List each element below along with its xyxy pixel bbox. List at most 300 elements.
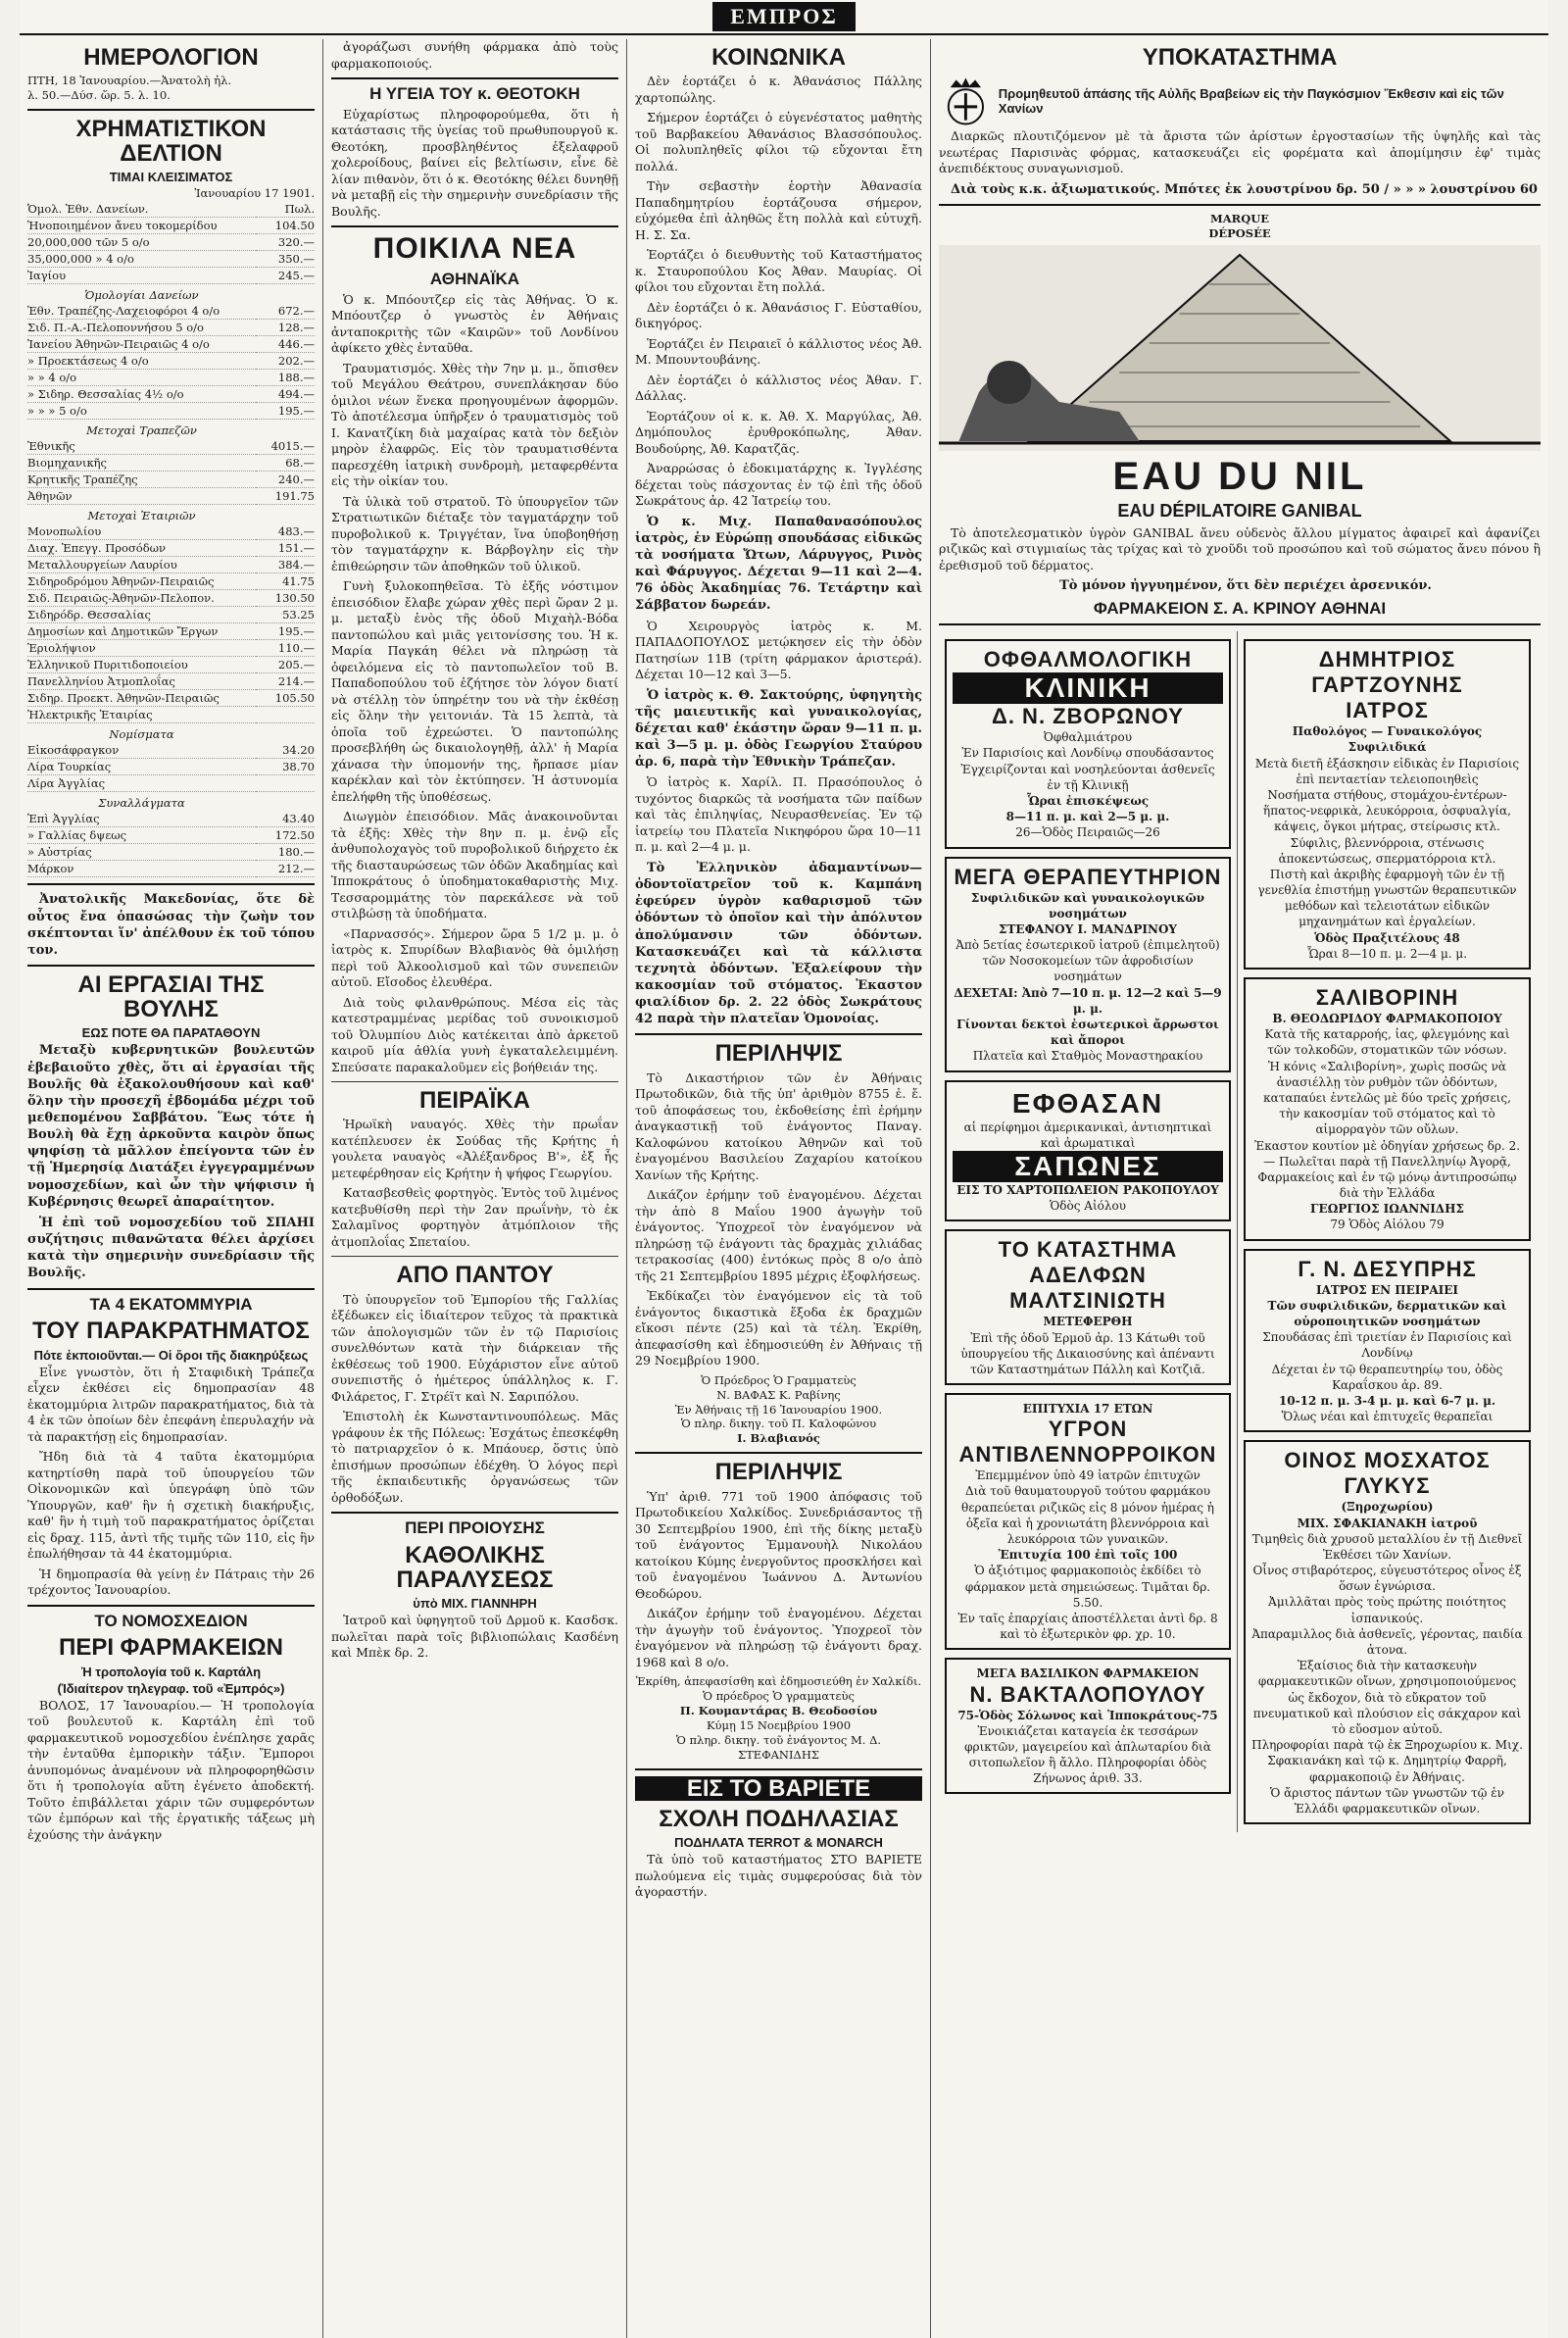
perilipsis-heading-2: ΠΕΡΙΛΗΨΙΣ [714,1459,843,1486]
stocks-row-label: Ἀθηνῶν [27,488,256,505]
stocks-row-value: 202.— [256,353,315,370]
athinaika-item-5: Διωγμὸν ἐπεισόδιον. Μᾶς ἀνακοινοῦνται τὰ ἐξῆς: Χθὲς τὴν 8ην π. μ. ἐνῷ εἷς ἀνθυπολοχαγὸς τοῦ πυροβολικοῦ διήρχετο ἐκ τῆς διασταυρώσεως τῶν ὁδῶν Ἀκαδημίας καὶ Ἱπποκράτους ὁ ὑποδηματοκαθαριστὴς Μιχ. Τεσσαρομμάτης τὸν παρεκάλεσε νὰ τοῦ στιλβώσῃ τὰ ὑποδήματα. [331,809,618,921]
column-1 [20,39,323,2338]
stocks-row-label: Μεταλλουργείων Λαυρίου [27,557,256,573]
ophth-line-9: 26—Ὁδὸς Πειραιῶς—26 [1015,825,1160,840]
stocks-row-value: 494.— [256,386,315,403]
stocks-row-label: » » 4 ο/ο [27,370,256,386]
stocks-row-label: 35,000,000 » 4 ο/ο [27,251,256,268]
stocks-row [27,488,315,505]
stocks-row [27,742,315,759]
stocks-row [27,657,315,673]
stocks-row-value [256,420,315,439]
stocks-row-label: Σιδηρόδρ. Θεσσαλίας [27,607,256,623]
stocks-row-label: Νομίσματα [109,727,174,742]
stocks-row-label: Συναλλάγματα [98,796,185,811]
store-subheading: Προμηθευτοῦ ἁπάσης τῆς Αὐλῆς Βραβείων εἰς τὴν Παγκόσμιον Ἔκθεσιν καὶ εἰς τῶν Χανίων [998,86,1504,117]
mega-line-3: ΣΤΕΦΑΝΟΥ Ι. ΜΑΝΔΡΙΝΟΥ [999,921,1177,936]
dim-title: ΔΗΜΗΤΡΙΟΣ ΓΑΡΤΖΟΥΝΗΣ [1311,647,1463,698]
stocks-col-head-left: Ὁμολ. Ἐθν. Δανείων. [27,201,256,218]
stocks-row [27,403,315,420]
proi-heading-2: ΚΑΘΟΛΙΚΗΣ ΠΑΡΑΛΥΣΕΩΣ [396,1541,554,1594]
athinaika-item-3: Τὰ ὑλικὰ τοῦ στρατοῦ. Τὸ ὑπουργεῖον τῶν Στρατιωτικῶν διέταξε τὸν ταγματάρχην τοῦ πυροβολικοῦ κ. Τριγγέταν, ἵνα ὑποβοηθήσῃ τὸν ταγματάρχην κ. Βάρβογλην εἰς τὴν ἐπιθεώρησιν τῶν ἀποθηκῶν τοῦ ὑλικοῦ. [331,493,618,573]
column-4-split [939,631,1541,1832]
ygeia-paragraph: Εὐχαρίστως πληροφορούμεθα, ὅτι ἡ κατάστασις τῆς ὑγείας τοῦ πρωθυπουργοῦ κ. Θεοτόκη, προσβληθέντος ἐξελαφροῦ χολεροίδους, βαίνει εἰς βελτίωσιν, εἶνε δὲ λίαν πιθανὸν, ὅτι ὁ κ. Θεοτόκης θέλει δυνηθῇ νὰ μεταβῇ εἰς τὴν σημερινὴν συνεδρίασιν τῆς Βουλῆς. [331,106,618,219]
apopantou-item-1: Τὸ ὑπουργεῖον τοῦ Ἐμπορίου τῆς Γαλλίας ἐξέδωκεν εἰς ἰδιαίτερον τεῦχος τὰ πρακτικὰ τῶν ἀπολογισμῶν τῶν ἐν τῷ Παρισίοις συνελθόντων κατὰ τὴν διάρκειαν τῆς ἐκθέσεως τοῦ 1900. Εὐχάριστον εἶνε αὐτοῦ συνεπιστῆς ὁ ἡμέτερος ὑπάλληλος κ. Γ. Φιλάρετος, Γ. Στρέϊτ καὶ Ν. Σαριπόλου. [331,1291,618,1404]
kat-title-1: ΤΟ ΚΑΤΑΣΤΗΜΑ [998,1237,1178,1263]
koinonika-item-14: Τὸ Ἐλληνικὸν ἀδαμαντίνων—ὀδοντοϊατρεῖον τοῦ κ. Καμπάνη ἐφεύρεν ὑγρὸν καθαρισμοῦ τῶν ὀδόντων τὸ ὁποῖον καὶ τὴν ἀπόλυτον ἀπολύμανσιν τῶν ὀδόντων. Κατασκευάζει καὶ τὰ κάλλιστα τεχνητὰ ὀδόντων. Ἐξαλείφουν τὴν κακοσμίαν τοῦ στόματος. Ἐκαστον φιαλίδιον δρ. 2. 22 ὁδὸς Σωκράτους 42 παρὰ τὴν πλατεῖαν Ὁμονοίας. [635,860,922,1027]
stocks-row-label: Δημοσίων καὶ Δημοτικῶν Ἔργων [27,623,256,640]
oinos-line-5: Οἶνος στιβαρότερος, εὐγευστότερος οἶνος ἐξ ὅσων ἐγνώρισα. [1252,1564,1522,1594]
store-prices: Διὰ τοὺς κ.κ. ἀξιωματικούς. Μπότες ἐκ λουστρίνου δρ. 50 / » » » λουστρίνου 60 [951,181,1538,197]
stocks-row-value [256,284,315,304]
stocks-row [27,234,315,251]
ophth-line-6: Ἐγχειρίζονται καὶ νοσηλεύονται ἀσθενεῖς ἐν τῇ Κλινικῇ [960,762,1215,792]
stocks-row-value: 128.— [256,320,315,336]
ygeia-heading: Η ΥΓΕΙΑ ΤΟΥ κ. ΘΕΟΤΟΚΗ [369,84,580,103]
stocks-row [27,320,315,336]
stocks-row [27,251,315,268]
stocks-row-label: Διαχ. Ἐπεγγ. Προσόδων [27,540,256,557]
stocks-row-label: Μετοχαὶ Ἑταιριῶν [87,509,196,523]
mega-line-4: Ἀπὸ 5ετίας ἐσωτερικοῦ ἰατροῦ (ἐπιμελητοῦ) τῶν Νοσοκομείων τῶν ἀφροδισίων νοσημάτων [956,938,1220,984]
stocks-row-value: 130.50 [256,590,315,607]
perilipsis-2-paragraph-1: Ὑπ' ἀριθ. 771 τοῦ 1900 ἀπόφασις τοῦ Πρωτοδικείου Χαλκίδος. Συνεδριάσαντος τῇ 30 Σεπτεμβρίου 1900, ἐπὶ τῆς δίκης μεταξὺ τοῦ ἐνάγοντος Ἐμμανουὴλ Νικολάου κατοίκου Κύμης ἐνεργοῦντος προσκλήσει καὶ τοῦ ἐναγομένου Ἰωάννου Δ. Ἀντωνίου Θεοδώρου. [635,1488,922,1601]
oinos-line-10: Ὁ ἄριστος πάντων τῶν γνωστῶν τῷ ἐν Ἑλλάδι φαρμακευτικῶν οἴνων. [1270,1785,1504,1816]
koinonika-item-2: Σήμερον ἑορτάζει ὁ εὐγενέστατος μαθητὴς τοῦ Βαρβακείου Ἀθανάσιος Βλασσόπουλος. Οἱ πολυπληθεῖς φίλοι τῷ εὔχονται ἔτη πολλά. [635,110,922,174]
calendar-line-1: ΠΤΗ, 18 Ἰανουαρίου.—Ἀνατολὴ ἡλ. [27,74,232,88]
perilipsis-1-paragraph-1: Τὸ Δικαστήριον τῶν ἐν Ἀθήναις Πρωτοδικῶν, διὰ τῆς ὑπ' ἀριθμὸν 8755 ἐ. ἔ. τοῦ ἀποφάσεως του, ἐκδοθείσης ἐπὶ ἐρήμην ἀναγκαστικῇ τοῦ ἐνάγοντος Παναγ. Καλοφώνου κατοίκου Ἀθηνῶν καὶ τοῦ ἐναγομένου Βασιλείου Ζαχαρίου κατοίκου Χανίων τῆς Κρήτης. [635,1070,922,1182]
proi-heading-3: ὑπὸ ΜΙΧ. ΓΙΑΝΝΗΡΗ [413,1596,537,1612]
des-line-4: Σπουδάσας ἐπὶ τριετίαν ἐν Παρισίοις καὶ Λονδίνῳ [1262,1330,1512,1361]
sal-title: ΣΑΛΙΒΟΡΙΝΗ [1315,985,1459,1011]
stocks-row-value: 38.70 [256,759,315,775]
stocks-row-value [256,775,315,792]
maltsiniotis-ad [945,1229,1231,1385]
gartzounis-ad [1244,639,1531,970]
ygron-line-5: Ἐπιτυχία 100 ἐπὶ τοῖς 100 [998,1548,1178,1563]
vaktalopoulos-ad [945,1658,1231,1794]
dim-line-9: Ὁδὸς Πραξιτέλους 48 [1314,930,1460,945]
mega-line-2: Συφιλιδικῶν καὶ γυναικολογικῶν νοσημάτων [970,890,1205,920]
nomo-heading-2: ΠΕΡΙ ΦΑΡΜΑΚΕΙΩΝ [59,1634,283,1662]
stocks-row-value [256,792,315,812]
vakt-title-2: Ν. ΒΑΚΤΑΛΟΠΟΥΛΟΥ [969,1681,1206,1707]
ekat-paragraph-3: Ἡ δημοπρασία θὰ γείνῃ ἐν Πάτραις τὴν 26 τρέχοντος Ἰανουαρίου. [27,1566,315,1598]
koinonika-item-11: Ὁ Χειρουργὸς ἰατρὸς κ. Μ. ΠΑΠΑΔΟΠΟΥΛΟΣ μετῴκησεν εἰς τὴν ὁδὸν Πατησίων 11Β (τρίτη φάρμακον ἀριστερά). Δέχεται 10—12 καὶ 3—5. [635,618,922,682]
oinos-line-9: Πληροφορίαι παρὰ τῷ ἐκ Ξηροχωρίου κ. Μιχ. Σφακιανάκη καὶ τῷ κ. Δημητρίῳ Φαρρῆ, φαρμακοποιῷ ἐν Ἀθήναις. [1251,1738,1523,1784]
mega-line-6: Γίνονται δεκτοὶ ἐσωτερικοὶ ἄρρωστοι καὶ ἄποροι [956,1018,1219,1048]
stocks-row-label: Ὁμολογίαι Δανείων [84,288,199,303]
mega-line-7: Πλατεῖα καὶ Σταθμὸς Μοναστηρακίου [972,1049,1203,1064]
stocks-row-label: Ἐθν. Τραπέζης-Λαχειοφόροι 4 ο/ο [27,303,256,320]
stocks-row-label: 20,000,000 τῶν 5 ο/ο [27,234,256,251]
ophth-title-1: ΟΦΘΑΛΜΟΛΟΓΙΚΗ [983,647,1193,672]
athinaika-item-6: «Παρνασσός». Σήμερον ὥρα 5 1/2 μ. μ. ὁ ἰατρὸς κ. Σπυρίδων Βλαβιανὸς θὰ ὁμιλήσῃ περὶ τοῦ Ἀλκοολισμοῦ καὶ τῶν συνεπειῶν αὐτοῦ. Εἴσοδος ἐλευθέρα. [331,925,618,990]
stocks-row-value: 384.— [256,557,315,573]
nile-guarantee: Τὸ μόνον ἠγγυημένον, ὅτι δὲν περιέχει ἀρσενικόν. [1059,578,1432,594]
deposee-label: DÉPOSÉE [1208,225,1271,240]
macedonia-note: Ἀνατολικῆς Μακεδονίας, ὅτε δὲ οὗτος ἔνα ὁπασώσας τὴν ζωὴν τον σκέπτονται ἵν' ἀπέλθουν ἐκ τοῦ τόπου τον. [27,892,315,958]
perilipsis-1-sig-4: Ὁ πληρ. δικηγ. τοῦ Π. Καλοφώνου [680,1417,877,1431]
col2-top-paragraph: ἀγοράζωσι συνήθη φάρμακα ἀπὸ τοὺς φαρμακοποιούς. [331,39,618,71]
dim-subtitle: ΙΑΤΡΟΣ [1346,698,1429,723]
stocks-row-label: Εἰκοσάφραγκον [27,742,256,759]
stocks-row [27,218,315,234]
stocks-row [27,370,315,386]
stocks-row [27,811,315,827]
stocks-row [27,723,315,743]
athinaika-item-7: Διὰ τοὺς φιλανθρώπους. Μέσα εἰς τὰς κατεστραμμένας μερίδας τοῦ συνοικισμοῦ τοῦ Ὀλυμπίου Διὸς κατέκειται ἀπὸ ἀρκετοῦ καιροῦ μία ἀθλία γυνὴ ἐγκαταλελειμμένη. Σπεύσατε παρακαλοῦμεν εἰς βοήθειάν της. [331,994,618,1074]
stocks-row-value: 446.— [256,336,315,353]
ophth-title-3: Δ. Ν. ΖΒΟΡΩΝΟΥ [992,704,1184,729]
perilipsis-2-sig-5: Ὁ πληρ. δικηγ. τοῦ ἐνάγοντος Μ. Δ. ΣΤΕΦΑΝΙΔΗΣ [675,1732,882,1762]
stocks-row-value: 212.— [256,861,315,877]
column-3 [627,39,931,2338]
stocks-row [27,353,315,370]
stocks-date: Ἰανουαρίου 17 1901. [194,186,315,201]
stocks-row-label: Πανελληνίου Ἀτμοπλοΐας [27,673,256,690]
column-4a [939,631,1238,1832]
stocks-row [27,455,315,472]
stocks-row-value: 34.20 [256,742,315,759]
sapones-line: ΕΙΣ ΤΟ ΧΑΡΤΟΠΩΛΕΙΟΝ ΡΑΚΟΠΟΥΛΟΥ [956,1182,1219,1197]
nile-shop: ΦΑΡΜΑΚΕΙΟΝ Σ. Α. ΚΡΙΝΟΥ ΑΘΗΝΑΙ [1093,599,1387,619]
sapones-title: ΣΑΠΩΝΕΣ [953,1151,1223,1182]
koinonika-heading: ΚΟΙΝΩΝΙΚΑ [711,44,846,71]
apopantou-heading: ΑΠΟ ΠΑΝΤΟΥ [396,1262,554,1289]
ygron-line-3: Ἐπεμμμένον ὑπὸ 49 ἰατρῶν ἐπιτυχῶν [975,1468,1200,1483]
masthead [20,0,1548,35]
koinonika-item-10: Ὁ κ. Μιχ. Παπαθανασόπουλος ἰατρὸς, ἐν Εὐρώπῃ σπουδάσας εἰδικῶς τὰ νοσήματα Ὤτων, Λάρυγγος, Ρινὸς καὶ Φάρυγγος. Δέχεται 9—11 καὶ 2—4. 76 ὁδὸς Ἀκαδημίας 76. Τετάρτην καὶ Σάββατον δωρεάν. [635,514,922,614]
stocks-row-value [256,707,315,723]
des-line-3: Τῶν συφιλιδικῶν, δερματικῶν καὶ οὐροποιητικῶν νοσημάτων [1267,1298,1507,1329]
proi-heading-1: ΠΕΡΙ ΠΡΟΙΟΥΣΗΣ [405,1518,545,1538]
dim-line-6: Νοσήματα στήθους, στομάχου-ἐντέρων-ἥπατος-νεφρικὰ, λευκόρροια, ὀσφυαλγία, κάψεις, ὄγκοι μήτρας, στείρωσις κτλ. [1263,787,1511,834]
koinonika-item-13: Ὁ ἰατρὸς κ. Χαρίλ. Π. Πρασόπουλος ὁ τυχόντος διαρκῶς τὰ νοσήματα τῶν παίδων καὶ τὰς ἐπιληψίας, Νευρασθενείας. Ἐν τῷ ἰατρείῳ του Πλατεῖα Νικηφόρου ὥρα 10—11 π. μ. καὶ 2—4 μ. μ. [635,774,922,855]
ygron-line-7: Ἐν ταῖς ἐπαρχίαις ἀποστέλλεται ἀντὶ δρ. 8 καὶ τὸ ἐξωτερικὸν φρ. χρ. 10. [957,1611,1218,1642]
stocks-row-label: » » » 5 ο/ο [27,403,256,420]
stocks-row-value: 104.50 [256,218,315,234]
stocks-row-label: Σιδ. Πειραιῶς-Ἀθηνῶν-Πελοπον. [27,590,256,607]
oinos-ad [1244,1440,1531,1824]
masthead-title: ΕΜΠΡΟΣ [712,2,856,31]
stocks-row-value: 43.40 [256,811,315,827]
nile-paragraph: Τὸ ἀποτελεσματικὸν ὑγρὸν GANIBAL ἄνευ οὐδενὸς ἄλλου μίγματος ἀφαιρεῖ καὶ ἀφανίζει ριζικῶς καὶ στιγμιαίως τὰς τρίχας καὶ τὸ χνοῦδι τοῦ προσώπου καὶ τοῦ σώματος ἄνευ πόνου ἢ ἐρεθισμοῦ τοῦ δέρματος. [939,524,1541,572]
stocks-row [27,690,315,707]
stocks-row-value: 205.— [256,657,315,673]
stocks-row [27,640,315,657]
stocks-row [27,673,315,690]
ekat-paragraph-1: Εἶνε γνωστὸν, ὅτι ἡ Σταφιδικὴ Τράπεζα εἶχεν ἐκθέσει εἰς δημοπρασίαν 48 ἑκατομμύρια λιτρῶν παρακρατήματος, διὰ τὰ 4 ἐκ τῶν ὁποίων δὲν ἐπεφάνη ἐπερυλαχήν νὰ τὰ παρακτήσῃ εἰς δημοπρασίαν. [27,1364,315,1444]
eftasan-title: ΕΦΘΑΣΑΝ [1011,1087,1164,1119]
mega-line-5: ΔΕΧΕΤΑΙ: Ἀπὸ 7—10 π. μ. 12—2 καὶ 5—9 μ. μ. [954,985,1222,1016]
stocks-row [27,573,315,590]
koinonika-item-9: Ἀναρρώσας ὁ ἐδοκιματάρχης κ. Ἰγγλέσης δέχεται τοὺς πάσχοντας ἐν τῷ ἐπὶ τῆς ὁδοῦ Σωκράτους ἀρ. 42 Ἰατρείῳ του. [635,461,922,509]
peiraika-item-1: Ἡρωϊκὴ ναυαγός. Χθὲς τὴν πρωΐαν κατέπλευσεν ἐκ Σούδας τῆς Κρήτης ἡ γουλετα ναυαγὸς «Ἀλέξανδρος Β'», ἐξ ἧς μετεφέρθησαν εἰς Κρήτην ἡ ψήφος Γεωργίου. [331,1117,618,1180]
stocks-row-value: 672.— [256,303,315,320]
vouli-paragraph-1: Μεταξὺ κυβερνητικῶν βουλευτῶν ἐβεβαιοῦτο χθὲς, ὅτι αἱ ἐργασίαι τῆς Βουλῆς θὰ ἐξακολουθήσουν καὶ καθ' ὅλην τὴν προσεχῆ ἑβδομάδα μέχρι τοῦ μεθεπομένου Σαββάτου. Ἕως τότε ἡ Βουλὴ θὰ ἔχῃ ἀρκοῦντα καιρὸν ὅπως ψηφίσῃ τὰ μᾶλλον ἐπείγοντα τῶν ἐν τῇ Ἡμερησίᾳ Διατάξει ἐγγεγραμμένων νομοσχεδίων, καὶ ὧν τὴν ψήφισιν ἡ Κυβέρνησις θεωρεῖ ἀπαραίτητον. [27,1043,315,1210]
ekat-heading-1: ΤΑ 4 ΕΚΑΤΟΜΜΥΡΙΑ [89,1294,253,1314]
dim-line-7: Σύφιλις, βλεννόρροια, στένωσις ἀποκεντώσεως, σπερματόρροια κτλ. [1278,835,1496,866]
stocks-row-label: Ἠλεκτρικῆς Ἑταιρίας [27,707,256,723]
dim-line-10: Ὧραι 8—10 π. μ. 2—4 μ. μ. [1306,946,1468,961]
stocks-row-label: Μάρκον [27,861,256,877]
oinos-line-3: ΜΙΧ. ΣΦΑΚΙΑΝΑΚΗ ἰατροῦ [1297,1516,1478,1530]
stocks-row-value: 41.75 [256,573,315,590]
nile-title: EAU DU NIL [1112,454,1367,498]
stocks-row-value: 180.— [256,844,315,861]
sapones-line-2: Ὁδὸς Αἰόλου [1049,1199,1127,1214]
stocks-row [27,607,315,623]
stocks-row-label: Κρητικῆς Τραπέζης [27,472,256,488]
athinaika-heading: ΑΘΗΝΑΪΚΑ [429,269,520,288]
stocks-row-label: » Προεκτάσεως 4 ο/ο [27,353,256,370]
stocks-row [27,438,315,455]
ekat-paragraph-2: Ἤδη διὰ τὰ 4 ταῦτα ἑκατομμύρια κατηρτίσθη παρὰ τοῦ ὑπουργείου τῶν Οἰκονομικῶν καὶ ὑπεγράφη ὑπὸ τῶν Ὑπουργῶν, καθ' ἣν ἡ σχετικὴ διακήρυξις, καθ' ἣν ἡ τιμὴ τοῦ παρακρατήματος ὁρίζεται εἰς δραχ. 115, ἀντὶ τῆς τιμῆς τῶν 110, εἰς ἣν ἐπωλήθησαν τὰ 44 ἑκατομμύρια. [27,1449,315,1562]
stocks-row [27,844,315,861]
stocks-row-label: Ἐπὶ Ἀγγλίας [27,811,256,827]
koinonika-item-12: Ὁ ἰατρὸς κ. Θ. Σακτούρης, ὑφηγητὴς τῆς μαιευτικῆς καὶ γυναικολογίας, δέχεται καθ' ἑκάστην ὥραν 9—11 π. μ. καὶ 3—5 μ. μ. ὁδὸς Γεωργίου Σταύρου ἀρ. 6, παρὰ τὴν Ἐθνικὴν Τράπεζαν. [635,687,922,771]
stocks-row [27,268,315,284]
eftasan-ad [945,1080,1231,1222]
perilipsis-1-sig-5: Ι. Βλαβιανός [737,1431,820,1446]
sal-line-7: 79 Ὁδὸς Αἰόλου 79 [1330,1218,1445,1232]
des-title: Γ. Ν. ΔΕΣΥΠΡΗΣ [1298,1256,1477,1281]
stocks-row [27,336,315,353]
stocks-row-value: 53.25 [256,607,315,623]
stocks-row-value: 188.— [256,370,315,386]
nile-subtitle: EAU DÉPILATOIRE GANIBAL [1117,500,1362,521]
poikila-heading: ΠΟΙΚΙΛΑ ΝΕΑ [372,232,577,266]
stocks-row [27,861,315,877]
newspaper-page [20,0,1548,2338]
column-4 [931,39,1548,2338]
stocks-row-label: » Σιδηρ. Θεσσαλίας 4½ ο/ο [27,386,256,403]
stocks-subheading: ΤΙΜΑΙ ΚΛΕΙΣΙΜΑΤΟΣ [109,170,233,185]
scholi-subheading: ΠΟΔΗΛΑΤΑ TERROT & MONARCH [674,1835,883,1851]
stocks-row [27,590,315,607]
stocks-row [27,284,315,304]
scholi-paragraph: Τὰ ὑπὸ τοῦ καταστήματος ΣΤΟ ΒΑΡΙΕΤΕ πωλούμενα εἰς τιμὰς συμφερούσας διὰ τὸν ἀγοραστήν. [635,1852,922,1900]
perilipsis-2-sig-4: Κύμῃ 15 Νοεμβρίου 1900 [706,1717,852,1732]
stocks-row-label: » Γαλλίας δψεως [27,827,256,844]
stocks-row-label: Βιομηχανικῆς [27,455,256,472]
stocks-row-value: 4015.— [256,438,315,455]
ophth-line-5: Ἐν Παρισίοις καὶ Λονδίνῳ σπουδάσαντος [961,746,1214,761]
nomo-subheading-2: (Ἰδιαίτερον τηλεγραφ. τοῦ «Ἐμπρός») [57,1680,285,1696]
oinos-title: ΟΙΝΟΣ ΜΟΣΧΑΤΟΣ ΓΛΥΚΥΣ [1284,1448,1491,1499]
stocks-row [27,523,315,540]
perilipsis-2-sig-3: Π. Κουμαντάρας Β. Θεοδοσίου [679,1703,878,1717]
stocks-row [27,505,315,524]
athinaika-item-1: Ὁ κ. Μπόουτζερ εἰς τὰς Ἀθήνας. Ὁ κ. Μπόουτζερ ὁ γνωστὸς ἐν Ἀθήναις ἀνταποκριτὴς τῶν «Καιρῶν» τοῦ Λονδίνου ἀφίκετο χθὲς ἐνταῦθα. [331,291,618,356]
eftasan-line: αἱ περίφημοι ἀμερικανικαὶ, ἀντισηπτικαὶ καὶ ἀρωματικαὶ [963,1119,1212,1150]
stocks-row [27,557,315,573]
calendar-line-2: λ. 50.—Δύσ. ὥρ. 5. λ. 10. [27,88,171,103]
ygron-title-2: ΑΝΤΙΒΛΕΝΝΟΡΡΟΙΚΟΝ [958,1442,1217,1467]
perilipsis-heading-1: ΠΕΡΙΛΗΨΙΣ [714,1040,843,1068]
pyramid-sphinx-illustration [939,245,1541,451]
des-line-5: Δέχεται ἐν τῷ θεραπευτηρίῳ του, ὁδὸς Καραΐσκου ἀρ. 89. [1271,1362,1503,1392]
stocks-row-label: Λίρα Τουρκίας [27,759,256,775]
peiraika-heading: ΠΕΙΡΑΪΚΑ [419,1087,530,1115]
perilipsis-2-paragraph-2: Δικάζον ἐρήμην τοῦ ἐναγομένου. Δέχεται τὴν ἀγωγὴν τοῦ ἐνάγοντος. Ὑποχρεοῖ τὸν ἐναγόμενον νὰ πληρώσῃ τῷ ἐνάγοντι δραχ. 1968 καὶ 8 ο/ο. [635,1606,922,1669]
mega-ad [945,857,1231,1072]
oinos-line-6: Ἀμιλλᾶται πρὸς τοὺς πρώτης ποιότητος ἰσπανικούς. [1268,1595,1506,1625]
koinonika-item-5: Δὲν ἑορτάζει ὁ κ. Ἀθανάσιος Γ. Εὐσταθίου, δικηγόρος. [635,299,922,331]
nomo-subheading: Ἡ τροπολογία τοῦ κ. Καρτάλη [80,1664,262,1679]
saliborini-ad [1244,977,1531,1241]
perilipsis-2-sig-2: Ὁ πρόεδρος Ὁ γραμματεὺς [703,1688,855,1703]
perilipsis-1-sig-1: Ὁ Πρόεδρος Ὁ Γραμματεὺς [701,1372,857,1387]
stocks-row-label: Μονοπωλίου [27,523,256,540]
store-paragraph: Διαρκῶς πλουτιζόμενον μὲ τὰ ἄριστα τῶν ἀρίστων ἐργοστασίων τῆς ὑψηλῆς καὶ τὰς νεωτέρας Παρισινὰς φόρμας, κατασκευάζει εἰς φορέματα καὶ ἀπομίμησιν ἐφ' τιμὰς ἀνεπιδέκτους συναγωνισμοῦ. [939,128,1541,176]
sal-line-2: Β. ΘΕΟΔΩΡΙΔΟΥ ΦΑΡΜΑΚΟΠΟΙΟΥ [1272,1012,1502,1026]
koinonika-item-7: Δὲν ἑορτάζει ὁ κάλλιστος νέος Ἀθαν. Γ. Δάλλας. [635,372,922,404]
athinaika-item-2: Τραυματισμός. Χθὲς τὴν 7ην μ. μ., ὅπισθεν τοῦ Μεγάλου Θεάτρου, συνεπλάκησαν δύο ὁμιλοι νέων ἕνεκα προηγουμένων ἀφορμῶν. Τὸ ἀποτέλεσμα ὑπῆρξεν ὁ τραυματισμὸς τοῦ Ι. Κανατζίκη διὰ μαχαίρας κατὰ τὸν δεξιὸν μηρὸν ἐλαφρῶς. Εἰς τὸν τραυματισθέντα παρεσχέθη ἰατρικὴ συνδρομὴ, μεταφερθέντα εἰς τὴν οἰκίαν του. [331,360,618,489]
kat-title-3: ΜΕΤΕΦΕΡΘΗ [1043,1315,1133,1329]
ygron-line-6: Ὁ ἀξιότιμος φαρμακοποιὸς ἐκδίδει τὸ φάρμακον μετὰ σημειώσεως. Τιμᾶται δρ. 5.50. [964,1564,1211,1610]
stocks-row-value: 68.— [256,455,315,472]
crown-crest-icon [939,74,993,128]
stocks-col-head-right: Πωλ. [256,201,315,218]
vakt-line-4: Ἐνοικιάζεται καταγεία ἐκ τεσσάρων φρικτῶν, μαγειρείου καὶ ἀπλωταρίου διὰ σιτοπωλεῖον ἢ ἄλλο. Πληροφορίαι ὁδὸς Ζήνωνος ἀριθ. 33. [964,1723,1211,1786]
sal-line-3: Κατὰ τῆς καταρροής, ἰας, φλεγμόνης καὶ τῶν τολκοδῶν, στοματικῶν τῶν νόσων. [1264,1027,1510,1058]
stocks-row [27,472,315,488]
perilipsis-2-sig-1: Ἐκρίθη, ἀπεφασίσθη καὶ ἐδημοσιεύθη ἐν Χαλκίδι. [635,1674,922,1689]
stocks-row-value: 245.— [256,268,315,284]
stocks-row-label: Σιδ. Π.-Α.-Πελοποννήσου 5 ο/ο [27,320,256,336]
ygron-line-4: Διὰ τοῦ θαυματουργοῦ τούτου φαρμάκου θεραπεύεται ριζικῶς εἰς 8 μόνον ἡμέρας ἡ ὀξεῖα καὶ ἡ χρονιωτάτη βλεννόρροια καὶ λευκόρροια τῶν γυναικῶν. [961,1484,1214,1547]
column-2 [323,39,627,2338]
vouli-heading: ΑΙ ΕΡΓΑΣΙΑΙ ΤΗΣ ΒΟΥΛΗΣ [77,971,265,1023]
stocks-row-label: Ἡνοποιημένον ἄνευ τοκομερίδου [27,218,256,234]
koinonika-item-8: Ἑορτάζουν οἱ κ. κ. Ἀθ. Χ. Μαργύλας, Ἀθ. Δημόπουλος ἐρυθροκόπωλης, Ἀθαν. Βουδούρης, Ἀθ. Καρατζᾶς. [635,408,922,456]
stocks-row [27,775,315,792]
variete-heading: ΕΙΣ ΤΟ ΒΑΡΙΕΤΕ [635,1776,922,1801]
dim-line-4: Συφιλιδικά [1348,740,1427,755]
proi-paragraph: Ἰατροῦ καὶ ὑφηγητοῦ τοῦ Δρμοῦ κ. Κασδσκ. πωλεῖται παρὰ τοῖς βιβλιοπώλαις Κασδένη καὶ Μπὲκ δρ. 2. [331,1613,618,1661]
stocks-row [27,303,315,320]
ygron-title-1: ΥΓΡΟΝ [1048,1417,1128,1442]
stocks-row-label: Ἰανείου Ἀθηνῶν-Πειραιῶς 4 ο/ο [27,336,256,353]
ophth-title-2: ΚΛΙΝΙΚΗ [953,672,1223,704]
stocks-row-value: 105.50 [256,690,315,707]
des-line-7: Ὅλως νέαι καὶ ἐπιτυχεῖς θεραπεῖαι [1281,1410,1494,1424]
column-4b [1238,631,1537,1832]
stocks-row-value [256,505,315,524]
store-heading: ΥΠΟΚΑΤΑΣΤΗΜΑ [1142,44,1338,71]
vakt-line-3: 75-Ὁδὸς Σόλωνος καὶ Ἱπποκράτους-75 [957,1708,1218,1722]
kat-title-2: ΑΔΕΛΦΩΝ ΜΑΛΤΣΙΝΙΩΤΗ [1009,1263,1166,1314]
stocks-row-value: 320.— [256,234,315,251]
stocks-row [27,386,315,403]
calendar-heading: ΗΜΕΡΟΛΟΓΙΟΝ [83,44,259,71]
oinos-line-8: Ἐξαίσιος διὰ τὴν κατασκευὴν φαρμακευτικῶν οἴνων, χρησιμοποιούμενος ὡς ἔκδοχον, διὰ τὸ εὔκρατον τοῦ πνευματικοῦ καὶ πλούσιον εἰς σάκχαρον καὶ τὸ εὔοσμον αὐτοῦ. [1252,1659,1522,1736]
stocks-row-value: 110.— [256,640,315,657]
stocks-row [27,420,315,439]
stocks-row-value: 172.50 [256,827,315,844]
koinonika-item-3: Τὴν σεβαστὴν ἑορτὴν Ἀθανασία Παπαδημητρίου ἑορτάζουσα σήμερον, εὐχόμεθα ἐπὶ ἀληθῶς ἔτη πολλὰ καὶ εὐτυχῆ. Η. Σ. Σα. [635,178,922,242]
ygron-ad [945,1393,1231,1650]
stocks-row [27,540,315,557]
stocks-row-label: Σιδηροδρόμου Ἀθηνῶν-Πειραιῶς [27,573,256,590]
stocks-row-label: Μετοχαὶ Τραπεζῶν [86,423,197,438]
stocks-row-value: 151.— [256,540,315,557]
dim-line-8: Πιστὴ καὶ ἀκριβὴς ἐφαρμογὴ τῶν ἐν τῇ γενεθλία ἐπιστήμῃ γνωστῶν θεραπευτικῶν μεθόδων καὶ τελειοτάτων εἰδικῶν μηχανημάτων καὶ ἐργαλείων. [1257,867,1517,929]
stocks-row-value: 195.— [256,623,315,640]
stocks-row-value: 214.— [256,673,315,690]
stocks-row-value: 191.75 [256,488,315,505]
sal-line-5: Ἐκαστον κουτίον μὲ ὁδηγίαν χρήσεως δρ. 2.— Πωλεῖται παρὰ τῇ Πανελληνίῳ Ἀγορᾷ, Φαρμακείοις καὶ ἐν τῷ μόνῳ ἀντιπροσώπῳ διὰ τὴν Ἑλλάδα [1253,1138,1521,1201]
perilipsis-1-paragraph-3: Ἐκδίκαζει τὸν ἐναγόμενον εἰς τὰ τοῦ ἐνάγοντος δικαστικὰ ἔξοδα ἐκ δραχμῶν εἴκοσι πέντε (25) καὶ τὰ τέλη. Ἐκρίθη, ἀπεφασίσθη καὶ ἐδημοσιεύθη ἐν Ἀθήναις τῇ 29 Νοεμβρίου 1900. [635,1288,922,1368]
oinos-line-2: (Ξηροχωρίου) [1341,1500,1434,1515]
vakt-title-1: ΜΕΓΑ ΒΑΣΙΛΙΚΟΝ ΦΑΡΜΑΚΕΙΟΝ [976,1666,1200,1681]
ekat-heading-2: ΤΟΥ ΠΑΡΑΚΡΑΤΗΜΑΤΟΣ [32,1318,310,1345]
stocks-row [27,827,315,844]
apopantou-item-2: Ἐπιστολὴ ἐκ Κωνσταντινουπόλεως. Μᾶς γράφουν ἐκ τῆς Πόλεως: Ἐσχάτως ἐπεσκέφθη τὸ πατριαρχεῖον ὁ κ. Μπάουερ, ὅστις ὑπὸ ἐπισήμων προσώπων ἐδέχθη. Ὁ λόγος περὶ τῆς ἐκπαιδευτικῆς ὀργανώσεως τῶν ὀρθοδόξων. [331,1409,618,1505]
des-line-2: ΙΑΤΡΟΣ ΕΝ ΠΕΙΡΑΙΕΙ [1315,1282,1459,1297]
stocks-row-value: 195.— [256,403,315,420]
dim-line-3: Παθολόγος — Γυναικολόγος [1292,724,1483,739]
vouli-paragraph-2: Ἡ ἐπὶ τοῦ νομοσχεδίου τοῦ ΣΠΑΗΙ συζήτησις πιθανῶτατα θέλει ἀρχίσει κατὰ τὴν σημερινὴν συνεδρίασιν τῆς Βουλῆς. [27,1215,315,1281]
stocks-row [27,707,315,723]
nomo-paragraph: ΒΟΛΟΣ, 17 Ἰανουαρίου.— Ἡ τροπολογία τοῦ βουλευτοῦ κ. Καρτάλη ἐπὶ τοῦ φαρμακευτικοῦ νομοσχεδίου ἐνέπλησε χαρᾶς τὴν ἐνταῦθα ἐμπορικὴν τάξιν. Ἔμποροι ἀνυπομόνως ἀναμένουν νὰ πληροφορηθῶσιν ὅτι ἡ τροπολογία αὕτη ἐγένετο ἀποδεκτή. Τοῦτο ἐπιβάλλεται χάριν τῶν συμφερόντων τῶν ἐμπόρων καὶ τῆς ἐργατικῆς τάξεως μὴ ἐχούσης τὴν ἀνάγκην [27,1697,315,1842]
sal-line-6: ΓΕΩΡΓΙΟΣ ΙΩΑΝΝΙΔΗΣ [1310,1202,1464,1217]
ekat-subheading: Πότε ἐκποιοῦνται.— Οἱ ὅροι τῆς διακηρύξεως [33,1347,309,1363]
stocks-row [27,792,315,812]
stocks-row-label: » Αὐστρίας [27,844,256,861]
stocks-row-label: Σιδηρ. Προεκτ. Ἀθηνῶν-Πειραιῶς [27,690,256,707]
stocks-heading: ΧΡΗΜΑΤΙΣΤΙΚΟΝ ΔΕΛΤΙΟΝ [75,116,267,168]
stocks-table [27,201,315,877]
dim-line-5: Μετὰ διετῆ ἐξάσκησιν εἰδικὰς ἐν Παρισίοις ἐπὶ πενταετίαν τελειοποιηθεὶς [1254,756,1520,786]
oinos-line-4: Τιμηθεὶς διὰ χρυσοῦ μεταλλίου ἐν τῇ Διεθνεῖ Ἐκθέσει τῶν Χανίων. [1251,1531,1523,1562]
mega-title: ΜΕΓΑ ΘΕΡΑΠΕΥΤΗΡΙΟΝ [954,864,1222,889]
desypris-ad [1244,1249,1531,1433]
ophth-line-7: Ὧραι ἐπισκέψεως [1026,793,1150,808]
stocks-row [27,623,315,640]
koinonika-item-4: Ἑορτάζει ὁ διευθυντὴς τοῦ Καταστήματος κ. Σταυροπούλου Κος Ἀθαν. Μαυρίας. Οἱ φίλοι του εὔχονται ἔτη πολλά. [635,247,922,295]
columns [20,39,1548,2338]
stocks-row-label: Ἰαγίου [27,268,256,284]
koinonika-item-6: Ἑορτάζει ἐν Πειραιεῖ ὁ κάλλιστος νέος Ἀθ. Μ. Μπουντουβάνης. [635,335,922,368]
kat-line-4: Ἐπὶ τῆς ὁδοῦ Ἑρμοῦ ἀρ. 13 Κάτωθι τοῦ ὑπουργείου τῆς Δικαιοσύνης καὶ ἀπέναντι τῶν Καταστημάτων Πάλλη καὶ Κοτζιᾶ. [960,1330,1215,1376]
des-line-6: 10-12 π. μ. 3-4 μ. μ. καὶ 6-7 μ. μ. [1278,1393,1496,1408]
perilipsis-1-sig-2: Ν. ΒΑΦΑΣ Κ. Ραβίνης [716,1387,841,1402]
perilipsis-1-sig-3: Ἐν Ἀθήναις τῇ 16 Ἰανουαρίου 1900. [674,1402,883,1417]
vouli-subheading: ΕΩΣ ΠΟΤΕ ΘΑ ΠΑΡΑΤΑΘΟΥΝ [81,1025,261,1041]
peiraika-item-2: Κατασβεσθεὶς φορτηγὸς. Ἐντὸς τοῦ λιμένος κατεβυθίσθη περὶ τὴν 2αν πρωΐνὴν, τὸ ἐκ Σαλαμῖνος φορτηγὸν ἀτμόπλοιον τῆς ἀτμοπλοΐας Σπεταίου. [331,1185,618,1249]
stocks-row-value [256,723,315,743]
stocks-row-label: Λίρα Ἀγγλίας [27,775,256,792]
stocks-row-label: Ἑλληνικοῦ Πυριτιδοποιείου [27,657,256,673]
ophth-ad [945,639,1231,848]
sal-line-4: Ἡ κόνις «Σαλιβορίνη», χωρὶς ποσῶς νὰ ἀνασιέλλῃ τὸν ρυθμὸν τῶν ὀδόντων, καταπαύει ἐντελῶς μὲ δύο τρεῖς χρήσεις, τὴν κακοσμίαν τοῦ στόματος καὶ τὸ αἱμορραγὸν τῶν οὔλων. [1263,1059,1511,1137]
ophth-line-8: 8—11 π. μ. καὶ 2—5 μ. μ. [1005,810,1170,824]
oinos-line-7: Ἀπαραμιλλος διὰ ἀσθενεῖς, γέροντας, παιδία ἀτονα. [1251,1626,1523,1658]
nomo-heading-1: ΤΟ ΝΟΜΟΣΧΕΔΙΟΝ [94,1611,248,1630]
epitychia-label: ΕΠΙΤΥΧΙΑ 17 ΕΤΩΝ [1022,1402,1153,1417]
marque-label: MARQUE [1209,211,1270,225]
stocks-row-label: Ἐθνικῆς [27,438,256,455]
stocks-row-value: 350.— [256,251,315,268]
scholi-heading: ΣΧΟΛΗ ΠΟΔΗΛΑΣΙΑΣ [659,1805,899,1832]
stocks-row-value: 240.— [256,472,315,488]
ophth-line-4: Ὀφθαλμιάτρου [1044,730,1132,745]
koinonika-item-1: Δὲν ἑορτάζει ὁ κ. Ἀθανάσιος Πάλλης χαρτοπώλης. [635,74,922,105]
